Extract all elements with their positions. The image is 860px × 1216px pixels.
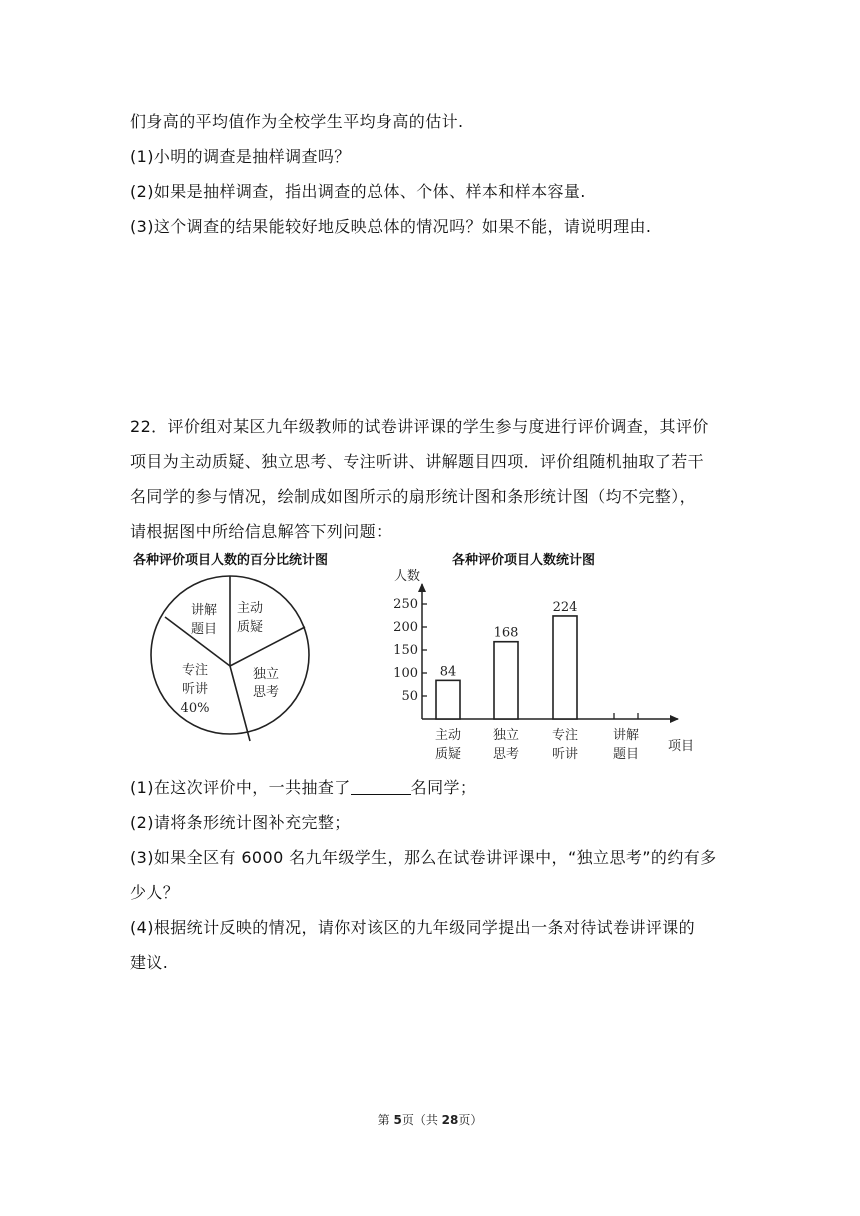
footer-text: 页） [458, 1113, 483, 1127]
bar-chart-title: 各种评价项目人数统计图 [452, 553, 596, 568]
question-22-line: 项目为主动质疑、独立思考、专注听讲、讲解题目四项．评价组随机抽取了若干 [130, 452, 705, 471]
sub-question-4-cont: 建议. [130, 953, 169, 972]
x-tick-label: 讲解 [612, 728, 640, 743]
footer-text: 第 [377, 1113, 394, 1127]
question-part-2: (2)如果是抽样调查，指出调查的总体、个体、样本和样本容量. [130, 182, 586, 201]
y-tick-label: 250 [393, 597, 418, 612]
question-part-1: (1)小明的调查是抽样调查吗？ [130, 147, 351, 166]
footer-total-pages: 28 [441, 1113, 459, 1127]
bar-chart [390, 562, 710, 767]
footer-page-number: 5 [393, 1113, 402, 1127]
pie-label: 讲解 [190, 603, 218, 618]
x-tick-label: 思考 [492, 747, 520, 762]
pie-label: 主动 [236, 601, 264, 616]
footer-text: 页（共 [401, 1113, 442, 1127]
x-tick-label: 主动 [434, 728, 462, 743]
x-tick-label: 专注 [551, 728, 579, 743]
page-footer [0, 1111, 860, 1128]
bar-value-label: 224 [552, 599, 578, 615]
answer-blank[interactable] [351, 778, 411, 795]
pie-label: 思考 [252, 685, 280, 700]
y-tick-label: 200 [393, 620, 418, 635]
bar [436, 680, 460, 719]
bar [494, 642, 518, 719]
pie-chart [140, 570, 320, 755]
x-tick-label: 质疑 [434, 747, 462, 762]
question-22-line: 请根据图中所给信息解答下列问题： [130, 522, 393, 541]
y-axis-label: 人数 [394, 569, 421, 584]
sub-question-4: (4)根据统计反映的情况，请你对该区的九年级同学提出一条对待试卷讲评课的 [130, 918, 696, 937]
sub-question-1-suffix: 名同学； [410, 778, 477, 797]
pie-label: 40% [180, 701, 210, 716]
x-tick-label: 题目 [612, 747, 640, 762]
bar [553, 616, 577, 719]
sub-question-3: (3)如果全区有 6000 名九年级学生，那么在试卷讲评课中，“独立思考”的约有多 [130, 848, 717, 867]
x-tick-label: 听讲 [551, 747, 579, 762]
y-tick-label: 150 [393, 643, 418, 658]
sub-question-2: (2)请将条形统计图补充完整； [130, 813, 351, 832]
pie-divider [230, 666, 250, 741]
x-axis-label: 项目 [668, 739, 695, 754]
pie-label: 质疑 [236, 620, 264, 635]
sub-question-1 [130, 778, 476, 798]
pie-chart-title: 各种评价项目人数的百分比统计图 [133, 553, 329, 568]
pie-label: 听讲 [181, 682, 209, 697]
sub-question-3-cont: 少人？ [130, 883, 180, 902]
text-line: 们身高的平均值作为全校学生平均身高的估计. [130, 112, 464, 131]
question-part-3: (3)这个调查的结果能较好地反映总体的情况吗？如果不能，请说明理由. [130, 217, 652, 236]
question-22-line: 22．评价组对某区九年级教师的试卷讲评课的学生参与度进行评价调查，其评价 [130, 417, 709, 436]
pie-label: 专注 [181, 663, 209, 678]
sub-question-1-prefix: (1)在这次评价中，一共抽查了 [130, 778, 351, 797]
x-tick-label: 独立 [492, 728, 520, 743]
bar-value-label: 84 [439, 664, 457, 680]
pie-label: 独立 [252, 667, 280, 682]
y-tick-label: 100 [393, 666, 418, 681]
pie-label: 题目 [190, 622, 218, 637]
question-22-line: 名同学的参与情况，绘制成如图所示的扇形统计图和条形统计图（均不完整）， [130, 487, 697, 506]
bar-value-label: 168 [493, 625, 519, 641]
y-tick-label: 50 [401, 689, 418, 704]
